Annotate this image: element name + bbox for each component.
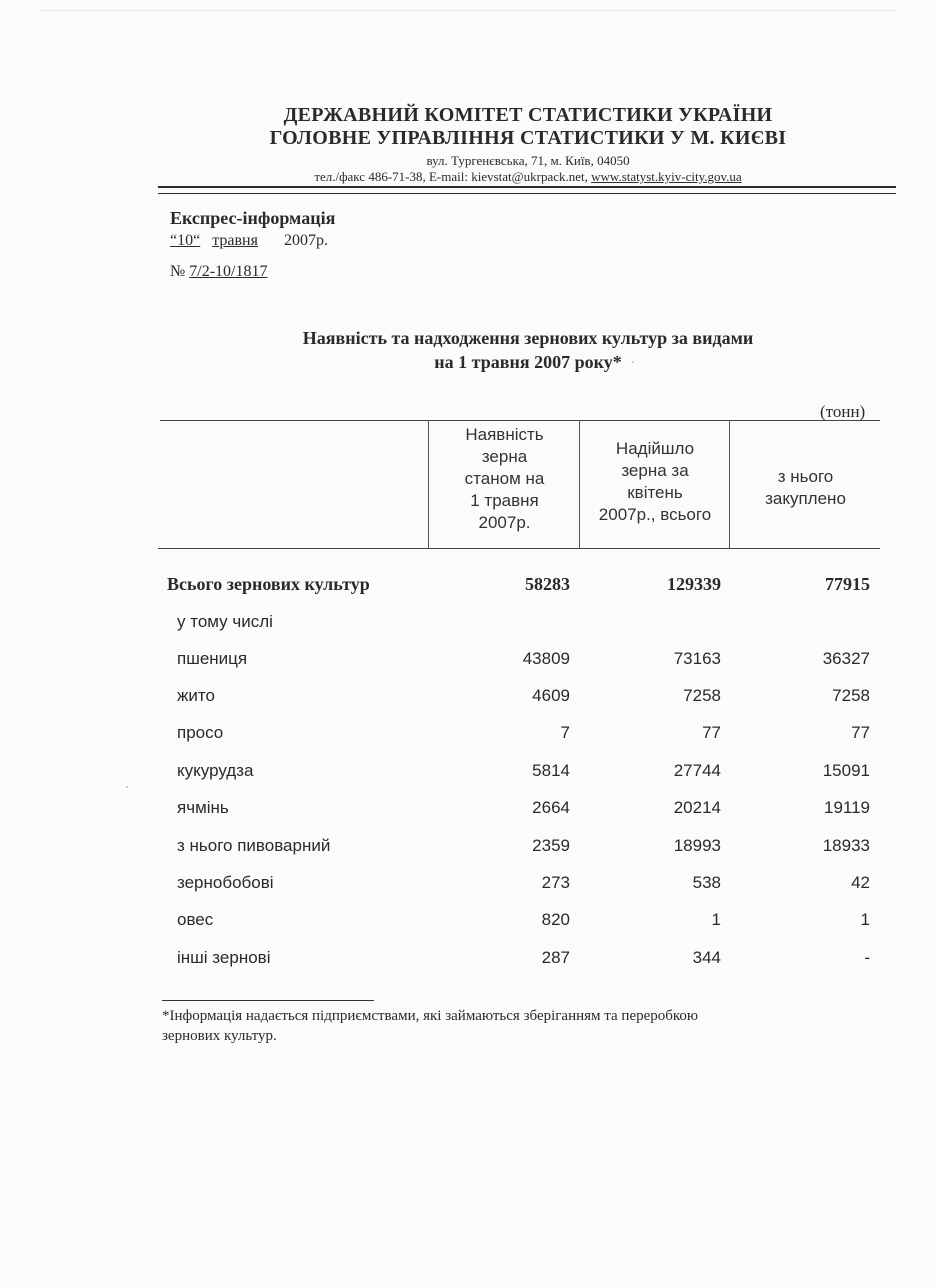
scan-speck xyxy=(126,786,128,788)
cell-received: 73163 xyxy=(673,649,721,668)
cell-stock: 58283 xyxy=(525,574,570,594)
doc-number-prefix: № xyxy=(170,263,190,280)
date-day: “10“ xyxy=(170,232,201,249)
cell-purchased: 77 xyxy=(851,723,870,742)
footnote-line2: зернових культур. xyxy=(162,1028,277,1044)
cell-received: 129339 xyxy=(667,574,721,594)
cell-purchased: 1 xyxy=(860,910,870,929)
cell-stock: 287 xyxy=(541,948,570,967)
row-label: ячмінь xyxy=(177,798,229,817)
table-row xyxy=(0,948,936,978)
cell-stock: 273 xyxy=(541,873,570,892)
row-label: просо xyxy=(177,723,224,742)
cell-purchased: 42 xyxy=(851,873,870,892)
cell-stock: 820 xyxy=(541,910,570,929)
table-row xyxy=(0,873,936,903)
footnote-line1: *Інформація надається підприємствами, які займаються зберіганням та переробкою xyxy=(162,1008,699,1024)
cell-received: 27744 xyxy=(673,761,721,780)
unit-label: (тонн) xyxy=(820,402,866,421)
cell-purchased: 15091 xyxy=(822,761,870,780)
cell-received: 1 xyxy=(711,910,721,929)
cell-purchased: 36327 xyxy=(822,649,870,668)
cell-stock: 5814 xyxy=(532,761,570,780)
doc-number xyxy=(170,263,267,281)
cell-received: 344 xyxy=(692,948,721,967)
scan-edge xyxy=(40,10,896,11)
row-label: у тому числі xyxy=(177,612,273,631)
cell-received: 7258 xyxy=(683,686,721,705)
col-divider-1 xyxy=(428,420,429,548)
row-label: Всього зернових культур xyxy=(167,574,370,594)
table-row xyxy=(0,836,936,866)
column-header-purchased: з нього закуплено xyxy=(765,467,846,508)
col-divider-3 xyxy=(729,420,730,548)
row-label: кукурудза xyxy=(177,761,254,780)
row-label: пшениця xyxy=(177,649,248,668)
row-label: овес xyxy=(177,910,214,929)
website-link[interactable]: www.statyst.kyiv-city.gov.ua xyxy=(591,169,742,184)
col-divider-2 xyxy=(579,420,580,548)
title-line2: на 1 травня 2007 року* xyxy=(434,352,622,372)
cell-received: 20214 xyxy=(673,798,721,817)
table-row xyxy=(0,723,936,753)
doc-date xyxy=(170,232,328,250)
table-row xyxy=(0,649,936,679)
letterhead-divider xyxy=(158,186,896,194)
column-header-stock: Наявність зерна станом на 1 травня 2007р. xyxy=(464,425,545,532)
date-month: травня xyxy=(212,232,258,249)
cell-purchased: 19119 xyxy=(823,798,870,817)
column-header-received: Надійшло зерна за квітень 2007р., всього xyxy=(598,439,712,524)
row-label: зернобобові xyxy=(177,873,274,892)
org-address: вул. Тургенєвська, 71, м. Київ, 04050 xyxy=(426,153,630,168)
row-label: інші зернові xyxy=(177,948,271,967)
cell-stock: 7 xyxy=(560,723,570,742)
row-label: з нього пивоварний xyxy=(177,836,331,855)
org-name-line1: ДЕРЖАВНИЙ КОМІТЕТ СТАТИСТИКИ УКРАЇНИ xyxy=(283,104,773,126)
table-header-bottom-rule xyxy=(158,548,880,549)
table-row xyxy=(0,798,936,828)
table-top-rule xyxy=(160,420,880,421)
cell-stock: 43809 xyxy=(522,649,570,668)
footnote xyxy=(162,1006,842,1046)
table-title xyxy=(0,326,936,374)
table-subheader xyxy=(0,612,936,642)
date-year: 2007р. xyxy=(283,232,328,249)
cell-purchased: 18933 xyxy=(822,836,870,855)
table-row xyxy=(0,686,936,716)
footnote-divider xyxy=(162,1000,374,1001)
table-row xyxy=(0,910,936,940)
cell-stock: 2359 xyxy=(532,836,570,855)
table-row xyxy=(0,761,936,791)
doc-number-value: 7/2-10/1817 xyxy=(189,263,268,280)
cell-received: 538 xyxy=(692,873,721,892)
cell-stock: 2664 xyxy=(532,798,570,817)
org-name-line2: ГОЛОВНЕ УПРАВЛІННЯ СТАТИСТИКИ У М. КИЄВІ xyxy=(269,127,787,149)
table-row-total xyxy=(0,574,936,604)
cell-purchased: - xyxy=(864,948,870,967)
cell-purchased: 7258 xyxy=(832,686,870,705)
cell-received: 18993 xyxy=(673,836,721,855)
cell-purchased: 77915 xyxy=(825,574,870,594)
cell-received: 77 xyxy=(702,723,721,742)
org-contact xyxy=(120,169,936,185)
cell-stock: 4609 xyxy=(532,686,570,705)
title-line1: Наявність та надходження зернових культур за видами xyxy=(302,328,754,348)
row-label: жито xyxy=(177,686,215,705)
scan-speck xyxy=(632,361,634,363)
doc-type: Експрес-інформація xyxy=(170,208,336,228)
letterhead xyxy=(0,104,936,185)
contact-phone-email: тел./факс 486-71-38, E-mail: kievstat@ukrpack.net, xyxy=(314,169,592,184)
